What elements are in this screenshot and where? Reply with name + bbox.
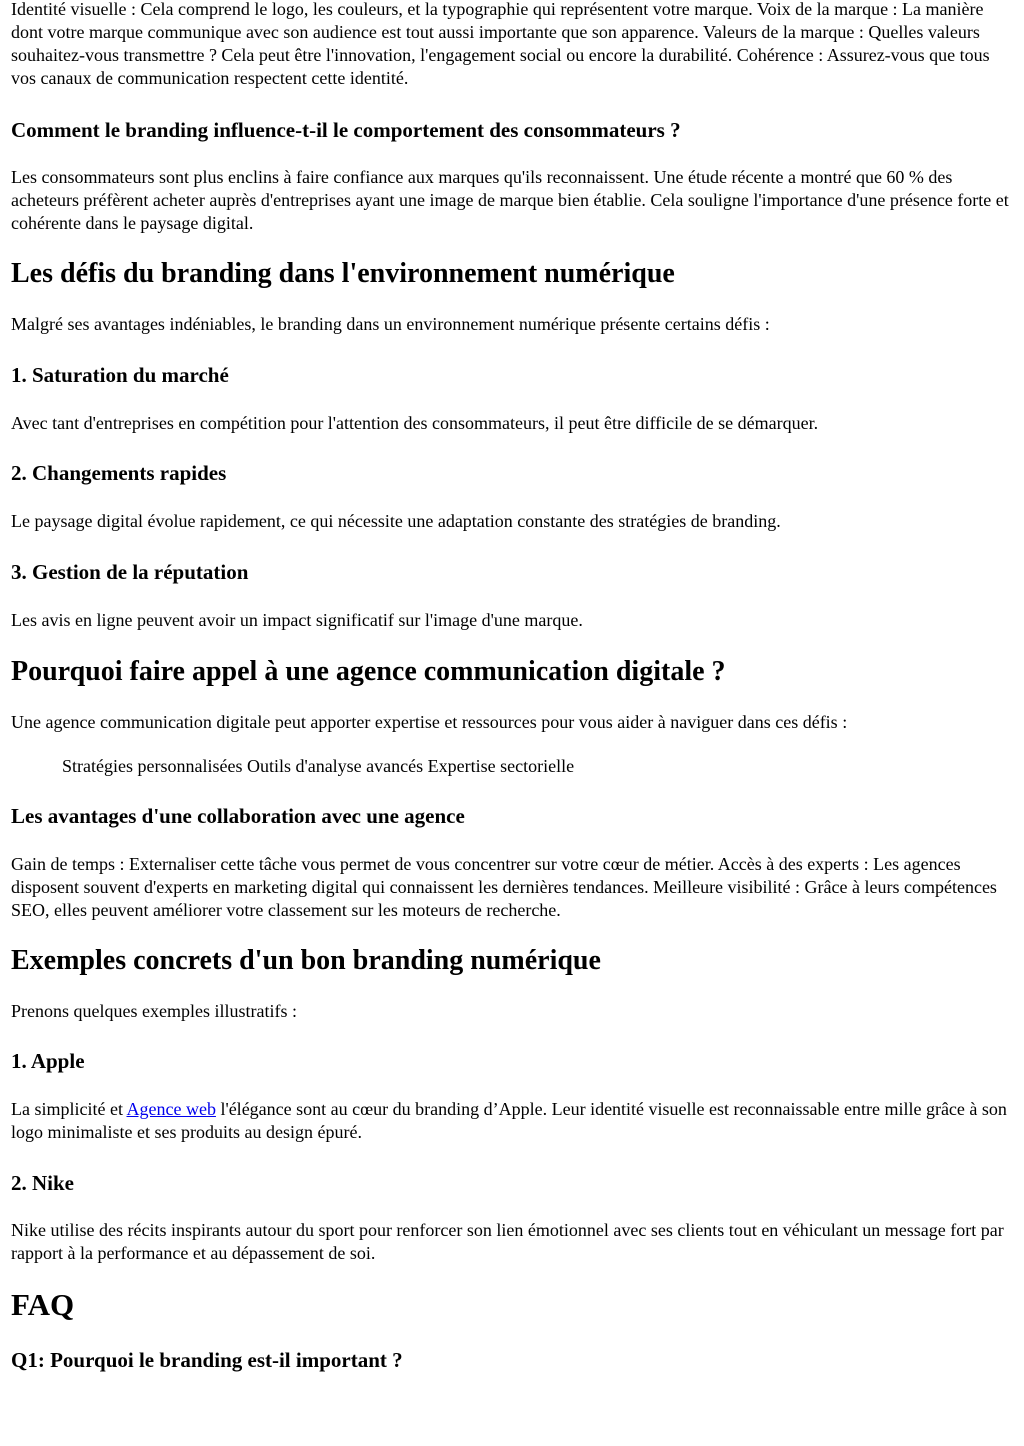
apple-text-before: La simplicité et	[11, 1099, 127, 1119]
challenge-2-text: Le paysage digital évolue rapidement, ce qui nécessite une adaptation constante des stratégies de branding.	[11, 511, 781, 531]
nike-heading: 2. Nike	[11, 1171, 74, 1195]
intro-paragraph: Identité visuelle : Cela comprend le logo, les couleurs, et la typographie qui représentent votre marque. Voix de la marque : La manière dont votre marque communique avec son audience est tout aussi importante que son apparence. Valeurs de la marque : Quelles valeurs souhaitez-vous transmettre ? Cela peut être l'innovation, l'engagement social ou encore la durabilité. Cohérence : Assurez-vous que tous vos canaux de communication respectent cette identité.	[11, 0, 990, 88]
apple-text	[11, 1098, 1013, 1144]
challenge-3-heading: 3. Gestion de la réputation	[11, 560, 249, 584]
challenge-1-text: Avec tant d'entreprises en compétition pour l'attention des consommateurs, il peut être difficile de se démarquer.	[11, 413, 819, 433]
challenge-3-text: Les avis en ligne peuvent avoir un impact significatif sur l'image d'une marque.	[11, 610, 583, 630]
agence-web-link[interactable]: Agence web	[126, 1099, 216, 1119]
apple-heading: 1. Apple	[11, 1049, 85, 1073]
examples-heading: Exemples concrets d'un bon branding numérique	[11, 945, 601, 976]
apple-text-after: l'élégance sont au cœur du branding d’Apple. Leur identité visuelle est reconnaissable entre mille grâce à son logo minimaliste et ses produits au design épuré.	[11, 1099, 1007, 1142]
challenge-2-heading: 2. Changements rapides	[11, 461, 227, 485]
agency-heading: Pourquoi faire appel à une agence communication digitale ?	[11, 656, 726, 687]
examples-intro: Prenons quelques exemples illustratifs :	[11, 1001, 297, 1021]
consumer-heading: Comment le branding influence-t-il le comportement des consommateurs ?	[11, 118, 681, 142]
challenges-intro: Malgré ses avantages indéniables, le branding dans un environnement numérique présente certains défis :	[11, 314, 770, 334]
advantages-heading: Les avantages d'une collaboration avec une agence	[11, 804, 465, 828]
faq-q1-heading: Q1: Pourquoi le branding est-il important ?	[11, 1348, 403, 1372]
nike-text: Nike utilise des récits inspirants autour du sport pour renforcer son lien émotionnel avec ses clients tout en véhiculant un message fort par rapport à la performance et au dépassement de soi.	[11, 1220, 1004, 1263]
advantages-text: Gain de temps : Externaliser cette tâche vous permet de vous concentrer sur votre cœur de métier. Accès à des experts : Les agences disposent souvent d'experts en marketing digital qui connaissent les dernières tendances. Meilleure visibilité : Grâce à leurs compétences SEO, elles peuvent améliorer votre classement sur les moteurs de recherche.	[11, 854, 997, 920]
consumer-paragraph: Les consommateurs sont plus enclins à faire confiance aux marques qu'ils reconnaissent. Une étude récente a montré que 60 % des acheteurs préfèrent acheter auprès d'entreprises ayant une image de marque bien établie. Cela souligne l'importance d'une présence forte et cohérente dans le paysage digital.	[11, 167, 1009, 233]
agency-intro: Une agence communication digitale peut apporter expertise et ressources pour vous aider à naviguer dans ces défis :	[11, 712, 848, 732]
challenge-1-heading: 1. Saturation du marché	[11, 363, 229, 387]
faq-heading: FAQ	[11, 1287, 75, 1322]
article-content	[11, 0, 1013, 1373]
agency-list: Stratégies personnalisées Outils d'analyse avancés Expertise sectorielle	[62, 756, 575, 776]
challenges-heading: Les défis du branding dans l'environnement numérique	[11, 258, 675, 289]
